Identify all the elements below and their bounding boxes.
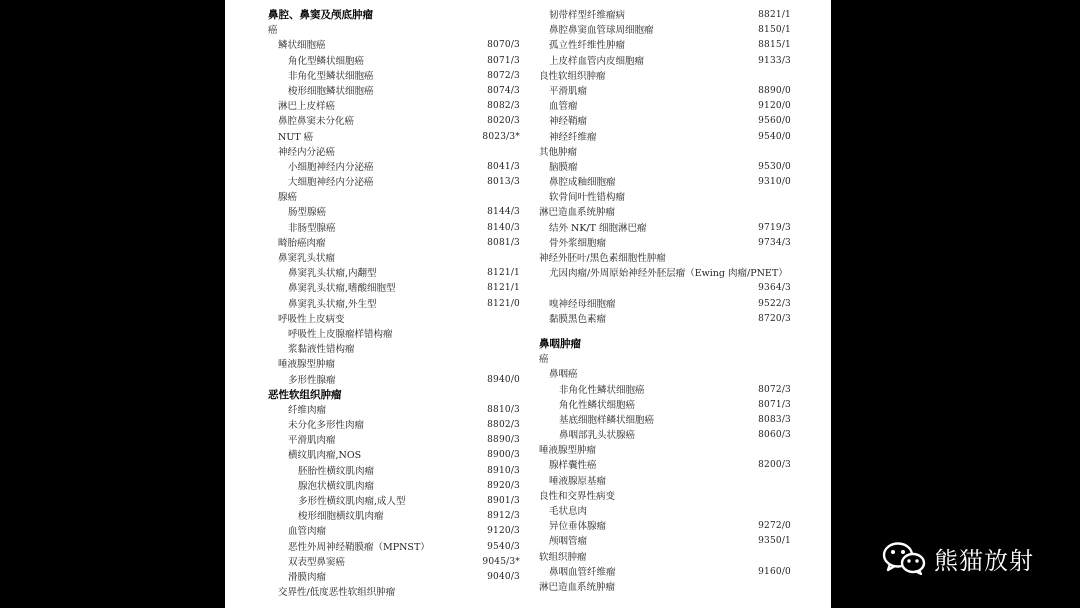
icd-o-code: 8020/3 <box>487 116 520 127</box>
icd-o-code: 9364/3 <box>758 283 791 294</box>
watermark <box>882 538 1034 578</box>
entry-name: 梭形细胞鳞状细胞癌 <box>288 85 374 97</box>
icd-o-code: 9120/0 <box>758 101 791 112</box>
icd-o-code: 9272/0 <box>758 521 791 532</box>
entry-name: 角化型鳞状细胞癌 <box>288 55 365 67</box>
icd-o-code: 9040/3 <box>487 571 520 582</box>
entry-name: 上皮样血管内皮细胞瘤 <box>549 55 645 67</box>
entry-name: 良性软组织肿瘤 <box>539 70 606 82</box>
classification-entry <box>539 160 791 175</box>
classification-entry <box>268 312 520 327</box>
entry-name: 淋巴上皮样癌 <box>278 101 336 113</box>
wechat-icon <box>882 541 926 575</box>
classification-entry <box>268 114 520 129</box>
icd-o-code: 9540/0 <box>758 131 791 142</box>
classification-entry <box>539 99 791 114</box>
classification-entry <box>539 534 791 549</box>
watermark-text: 熊猫放射 <box>934 546 1034 575</box>
entry-name: 结外 NK/T 细胞淋巴瘤 <box>549 222 647 234</box>
entry-name: 鼻窦乳头状瘤,嗜酸细胞型 <box>288 283 396 295</box>
classification-entry <box>268 448 520 463</box>
entry-name: 血管肉瘤 <box>288 526 327 538</box>
icd-o-code: 9719/3 <box>758 222 791 233</box>
entry-name: 软骨间叶性错构瘤 <box>549 192 626 204</box>
entry-name: 鼻窦乳头状瘤,外生型 <box>288 298 377 310</box>
entry-name: 浆黏液性错构瘤 <box>288 344 355 356</box>
entry-name: 交界性/低度恶性软组织肿瘤 <box>278 587 396 599</box>
entry-name: 唾液腺型肿瘤 <box>539 445 597 457</box>
icd-o-code: 8083/3 <box>758 414 791 425</box>
document-page <box>225 0 831 608</box>
classification-entry <box>539 38 791 53</box>
icd-o-code: 9522/3 <box>758 298 791 309</box>
icd-o-code: 8121/0 <box>487 298 520 309</box>
icd-o-code: 8082/3 <box>487 101 520 112</box>
classification-entry <box>539 175 791 190</box>
classification-entry <box>539 312 791 327</box>
classification-entry <box>268 69 520 84</box>
classification-entry <box>539 190 791 205</box>
classification-entry <box>539 489 791 504</box>
icd-o-code: 9310/0 <box>758 177 791 188</box>
classification-entry <box>268 433 520 448</box>
entry-name: 肠型腺癌 <box>288 207 327 219</box>
entry-name: 鼻窦乳头状瘤,内翻型 <box>288 268 377 280</box>
entry-name: 非角化型鳞状细胞癌 <box>288 70 374 82</box>
classification-entry <box>268 23 520 38</box>
icd-o-code: 8140/3 <box>487 222 520 233</box>
classification-entry <box>539 69 791 84</box>
classification-entry <box>268 236 520 251</box>
icd-o-code: 8023/3* <box>482 131 520 142</box>
icd-o-code: 8071/3 <box>758 399 791 410</box>
entry-name: 多形性腺瘤 <box>288 374 336 386</box>
entry-name: 腺癌 <box>278 192 298 204</box>
classification-entry <box>268 403 520 418</box>
entry-name: 其他肿瘤 <box>539 146 578 158</box>
entry-name: 腺泡状横纹肌肉瘤 <box>298 480 375 492</box>
entry-name: 胚胎性横纹肌肉瘤 <box>298 465 375 477</box>
icd-o-code: 8041/3 <box>487 161 520 172</box>
classification-entry <box>539 8 791 23</box>
section-heading <box>539 337 791 352</box>
classification-entry <box>539 114 791 129</box>
classification-entry <box>539 519 791 534</box>
icd-o-code: 8940/0 <box>487 374 520 385</box>
blank-line <box>539 327 791 337</box>
classification-entry <box>539 504 791 519</box>
entry-name: 恶性软组织肿瘤 <box>268 388 342 401</box>
entry-name: 孤立性纤维性肿瘤 <box>549 40 626 52</box>
icd-o-code: 9045/3* <box>482 556 520 567</box>
icd-o-code: 8900/3 <box>487 450 520 461</box>
entry-name: 鼻咽肿瘤 <box>539 337 581 350</box>
icd-o-code: 8071/3 <box>487 55 520 66</box>
classification-entry <box>539 580 791 595</box>
icd-o-code: 8890/3 <box>487 435 520 446</box>
icd-o-code: 8810/3 <box>487 404 520 415</box>
entry-name: 毛状息肉 <box>549 506 588 517</box>
entry-name: 多形性横纹肌肉瘤,成人型 <box>298 496 406 507</box>
entry-name: 鼻窦乳头状瘤 <box>278 253 336 264</box>
icd-o-code: 9133/3 <box>758 55 791 66</box>
icd-o-code: 8074/3 <box>487 85 520 96</box>
icd-o-code: 8815/1 <box>758 40 791 51</box>
classification-entry <box>268 464 520 479</box>
entry-name: 颅咽管瘤 <box>549 536 588 548</box>
icd-o-code: 8072/3 <box>487 70 520 81</box>
icd-o-code: 8821/1 <box>758 10 791 20</box>
entry-name: NUT 癌 <box>278 131 314 143</box>
entry-name: 神经鞘瘤 <box>549 116 588 128</box>
entry-name: 畸胎癌肉瘤 <box>278 237 326 249</box>
icd-o-code: 8121/1 <box>487 283 520 294</box>
entry-name: 异位垂体腺瘤 <box>549 521 607 533</box>
entry-name: 腺样囊性癌 <box>549 460 597 472</box>
entry-name: 梭形细胞横纹肌肉瘤 <box>298 511 384 523</box>
entry-name: 嗅神经母细胞瘤 <box>549 298 616 310</box>
entry-name: 横纹肌肉瘤,NOS <box>288 450 362 462</box>
classification-entry <box>539 281 791 296</box>
entry-name: 鼻咽血管纤维瘤 <box>549 566 616 578</box>
classification-entry <box>539 550 791 565</box>
icd-o-code: 9120/3 <box>487 526 520 537</box>
classification-entry <box>268 84 520 99</box>
icd-o-code: 9540/3 <box>487 541 520 552</box>
classification-entry <box>268 524 520 539</box>
section-heading <box>268 388 520 403</box>
entry-name: 鼻腔鼻窦未分化癌 <box>278 116 355 128</box>
icd-o-code: 8121/1 <box>487 268 520 279</box>
classification-entry <box>539 413 791 428</box>
icd-o-code: 8720/3 <box>758 313 791 324</box>
classification-entry <box>268 54 520 69</box>
entry-name: 血管瘤 <box>549 101 578 113</box>
classification-entry <box>268 266 520 281</box>
icd-o-code: 8920/3 <box>487 480 520 491</box>
classification-entry <box>268 145 520 160</box>
entry-name: 基底细胞样鳞状细胞癌 <box>559 414 655 426</box>
icd-o-code: 8912/3 <box>487 511 520 522</box>
entry-name: 非角化性鳞状细胞癌 <box>559 384 645 396</box>
entry-name: 神经内分泌癌 <box>278 146 336 158</box>
entry-name: 神经外胚叶/黑色素细胞性肿瘤 <box>539 253 666 264</box>
classification-entry <box>539 205 791 220</box>
entry-name: 尤因肉瘤/外周原始神经外胚层瘤（Ewing 肉瘤/PNET） <box>549 268 788 280</box>
classification-entry <box>268 509 520 524</box>
classification-entry <box>268 221 520 236</box>
entry-name: 唾液腺原基瘤 <box>549 475 607 487</box>
entry-name: 癌 <box>268 25 278 37</box>
icd-o-code: 9530/0 <box>758 161 791 172</box>
entry-name: 平滑肌瘤 <box>549 85 588 97</box>
entry-name: 淋巴造血系统肿瘤 <box>539 207 616 219</box>
icd-o-code: 8910/3 <box>487 465 520 476</box>
classification-entry <box>268 175 520 190</box>
classification-entry <box>539 474 791 489</box>
classification-entry <box>268 130 520 145</box>
entry-name: 黏膜黑色素瘤 <box>549 313 607 325</box>
classification-entry <box>539 23 791 38</box>
entry-name: 脑膜瘤 <box>549 161 578 173</box>
classification-entry <box>539 236 791 251</box>
entry-name: 鼻腔、鼻窦及颅底肿瘤 <box>268 9 373 21</box>
entry-name: 平滑肌肉瘤 <box>288 435 336 447</box>
icd-o-code: 8060/3 <box>758 430 791 441</box>
classification-entry <box>539 266 791 281</box>
classification-entry <box>539 130 791 145</box>
classification-entry <box>268 357 520 372</box>
entry-name: 未分化多形性肉瘤 <box>288 420 365 432</box>
classification-entry <box>268 555 520 570</box>
classification-entry <box>539 443 791 458</box>
icd-o-code: 8802/3 <box>487 420 520 431</box>
entry-name: 鼻腔成釉细胞瘤 <box>549 177 616 189</box>
entry-name: 韧带样型纤维瘤病 <box>549 10 626 21</box>
entry-name: 呼吸性上皮病变 <box>278 313 345 325</box>
classification-entry <box>268 585 520 600</box>
right-column <box>539 8 791 595</box>
classification-entry <box>268 281 520 296</box>
entry-name: 淋巴造血系统肿瘤 <box>539 581 616 593</box>
classification-entry <box>539 352 791 367</box>
entry-name: 呼吸性上皮腺瘤样错构瘤 <box>288 328 393 340</box>
entry-name: 骨外浆细胞瘤 <box>549 237 607 249</box>
classification-entry <box>539 54 791 69</box>
entry-name: 鼻咽部乳头状腺癌 <box>559 430 636 442</box>
classification-entry <box>539 458 791 473</box>
entry-name: 双表型鼻窦癌 <box>288 556 346 568</box>
section-heading <box>268 8 520 23</box>
classification-entry <box>539 221 791 236</box>
classification-entry <box>268 342 520 357</box>
classification-entry <box>268 494 520 509</box>
icd-o-code: 8890/0 <box>758 85 791 96</box>
entry-name: 纤维肉瘤 <box>288 404 327 416</box>
icd-o-code: 8070/3 <box>487 40 520 51</box>
entry-name: 神经纤维瘤 <box>549 131 597 143</box>
classification-entry <box>268 251 520 266</box>
classification-entry <box>268 160 520 175</box>
icd-o-code: 9350/1 <box>758 536 791 547</box>
entry-name: 鼻咽癌 <box>549 369 578 381</box>
icd-o-code: 9160/0 <box>758 566 791 577</box>
icd-o-code: 9560/0 <box>758 116 791 127</box>
classification-entry <box>268 99 520 114</box>
classification-entry <box>539 428 791 443</box>
icd-o-code: 8144/3 <box>487 207 520 218</box>
entry-name: 软组织肿瘤 <box>539 551 587 563</box>
entry-name: 角化性鳞状细胞癌 <box>559 399 636 411</box>
icd-o-code: 9734/3 <box>758 237 791 248</box>
icd-o-code: 8013/3 <box>487 177 520 188</box>
entry-name: 大细胞神经内分泌癌 <box>288 177 374 189</box>
icd-o-code: 8150/1 <box>758 25 791 36</box>
entry-name: 非肠型腺癌 <box>288 222 336 234</box>
classification-entry <box>539 398 791 413</box>
entry-name: 滑膜肉瘤 <box>288 571 327 583</box>
classification-entry <box>539 565 791 580</box>
icd-o-code: 8081/3 <box>487 237 520 248</box>
classification-entry <box>539 251 791 266</box>
classification-entry <box>268 205 520 220</box>
classification-entry <box>268 327 520 342</box>
classification-entry <box>539 145 791 160</box>
icd-o-code: 8200/3 <box>758 460 791 471</box>
classification-entry <box>268 479 520 494</box>
left-column <box>268 8 520 600</box>
classification-entry <box>539 367 791 382</box>
classification-entry <box>268 570 520 585</box>
classification-entry <box>268 190 520 205</box>
icd-o-code: 8072/3 <box>758 384 791 395</box>
classification-entry <box>268 540 520 555</box>
classification-entry <box>539 383 791 398</box>
icd-o-code: 8901/3 <box>487 496 520 506</box>
classification-entry <box>539 84 791 99</box>
entry-name: 良性和交界性病变 <box>539 490 616 502</box>
entry-name: 癌 <box>539 354 549 366</box>
classification-entry <box>268 297 520 312</box>
classification-entry <box>539 297 791 312</box>
classification-entry <box>268 38 520 53</box>
entry-name: 鳞状细胞癌 <box>278 40 326 52</box>
classification-entry <box>268 373 520 388</box>
entry-name: 鼻腔鼻窦血管球周细胞瘤 <box>549 25 654 37</box>
entry-name: 唾液腺型肿瘤 <box>278 359 336 371</box>
entry-name: 小细胞神经内分泌癌 <box>288 161 374 173</box>
classification-entry <box>268 418 520 433</box>
entry-name: 恶性外周神经鞘膜瘤（MPNST） <box>288 541 430 553</box>
